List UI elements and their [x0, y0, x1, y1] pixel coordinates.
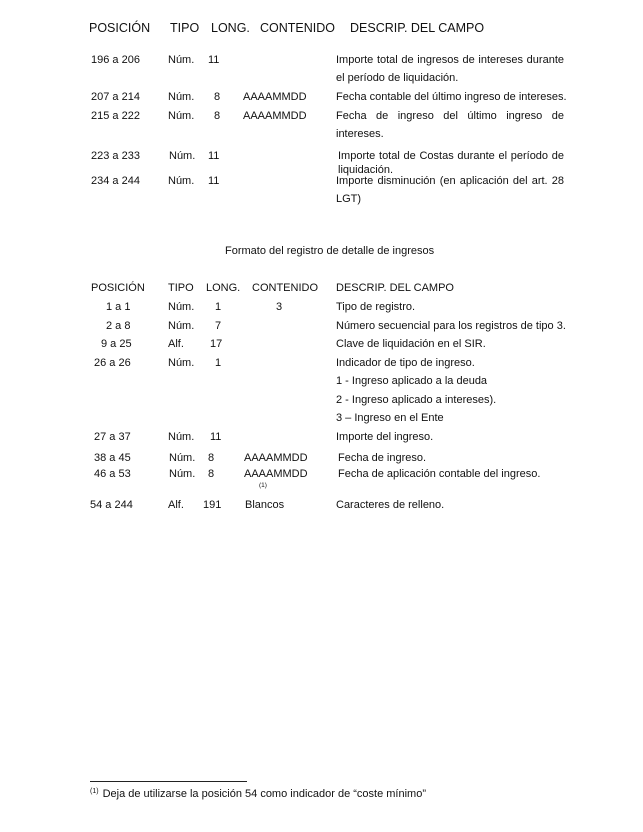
- cell-desc: Fecha contable del último ingreso de intereses.: [336, 91, 567, 103]
- cell-pos: 1 a 1: [106, 301, 131, 313]
- option-item: 2 - Ingreso aplicado a intereses).: [336, 394, 497, 406]
- cell-tipo: Núm.: [168, 175, 195, 187]
- header-contenido: CONTENIDO: [260, 21, 335, 35]
- cell-pos: 38 a 45: [94, 452, 131, 464]
- cell-tipo: Núm.: [169, 468, 196, 480]
- footnote: [90, 788, 426, 800]
- header-posicion: POSICIÓN: [91, 282, 145, 294]
- option-item: 3 – Ingreso en el Ente: [336, 412, 444, 424]
- footnote-divider: [90, 781, 247, 782]
- cell-long: 8: [214, 110, 221, 122]
- cell-long: 7: [215, 320, 222, 332]
- header-descrip: DESCRIP. DEL CAMPO: [336, 282, 454, 294]
- footnote-marker: (1): [90, 788, 99, 795]
- section-title: Formato del registro de detalle de ingresos: [225, 245, 435, 257]
- header-long: LONG.: [211, 21, 250, 35]
- cell-tipo: Alf.: [168, 338, 184, 350]
- cell-contenido: AAAAMMDD: [243, 91, 307, 103]
- cell-tipo: Núm.: [168, 91, 195, 103]
- header-long: LONG.: [206, 282, 241, 294]
- header-posicion: POSICIÓN: [89, 21, 151, 35]
- cell-desc: Número secuencial para los registros de tipo 3.: [336, 320, 566, 332]
- cell-desc: Importe total de ingresos de intereses durante el período de liquidación.: [336, 54, 564, 84]
- cell-desc: Fecha de aplicación contable del ingreso.: [338, 468, 541, 480]
- cell-long: 1: [215, 357, 222, 369]
- header-contenido: CONTENIDO: [252, 282, 318, 294]
- cell-pos: 2 a 8: [106, 320, 131, 332]
- cell-contenido: AAAAMMDD: [243, 110, 307, 122]
- cell-pos: 215 a 222: [91, 110, 140, 122]
- cell-desc: Tipo de registro.: [336, 301, 416, 313]
- cell-desc: Importe disminución (en aplicación del art. 28 LGT): [336, 175, 564, 205]
- cell-desc: Indicador de tipo de ingreso.: [336, 357, 475, 369]
- cell-desc: Fecha de ingreso del último ingreso de intereses.: [336, 110, 564, 140]
- cell-contenido: 3: [276, 301, 283, 313]
- cell-pos: 26 a 26: [94, 357, 131, 369]
- cell-contenido: AAAAMMDD: [244, 468, 308, 480]
- cell-long: 8: [214, 91, 221, 103]
- cell-pos: 196 a 206: [91, 54, 140, 66]
- cell-long: 17: [210, 338, 223, 350]
- option-item: 1 - Ingreso aplicado a la deuda: [336, 375, 488, 387]
- cell-pos: 223 a 233: [91, 150, 140, 162]
- cell-pos: 46 a 53: [94, 468, 131, 480]
- cell-long: 11: [210, 431, 222, 443]
- cell-pos: 54 a 244: [90, 499, 133, 511]
- cell-long: 8: [208, 468, 215, 480]
- cell-pos: 27 a 37: [94, 431, 131, 443]
- cell-tipo: Núm.: [168, 320, 195, 332]
- cell-tipo: Núm.: [168, 110, 195, 122]
- cell-desc: Importe del ingreso.: [336, 431, 434, 443]
- cell-tipo: Núm.: [168, 431, 195, 443]
- cell-tipo: Núm.: [168, 54, 195, 66]
- cell-long: 11: [208, 54, 220, 66]
- cell-tipo: Núm.: [168, 357, 195, 369]
- cell-long: 11: [208, 150, 220, 162]
- cell-tipo: Núm.: [169, 150, 196, 162]
- cell-long: 191: [203, 499, 222, 511]
- cell-long: 1: [215, 301, 222, 313]
- cell-desc: Fecha de ingreso.: [338, 452, 427, 464]
- cell-contenido: AAAAMMDD: [244, 452, 308, 464]
- cell-desc: Caracteres de relleno.: [336, 499, 445, 511]
- cell-tipo: Núm.: [169, 452, 196, 464]
- cell-long: 8: [208, 452, 215, 464]
- header-tipo: TIPO: [170, 21, 200, 35]
- footnote-text: Deja de utilizarse la posición 54 como indicador de “coste mínimo”: [102, 788, 426, 800]
- header-tipo: TIPO: [168, 282, 194, 294]
- cell-desc: Importe total de Costas durante el período de liquidación.: [338, 150, 564, 176]
- cell-long: 11: [208, 175, 220, 187]
- cell-pos: 9 a 25: [101, 338, 132, 350]
- cell-contenido: Blancos: [245, 499, 285, 511]
- cell-tipo: Alf.: [168, 499, 184, 511]
- cell-pos: 234 a 244: [91, 175, 140, 187]
- footnote-ref: (1): [259, 482, 267, 489]
- cell-desc: Clave de liquidación en el SIR.: [336, 338, 486, 350]
- cell-pos: 207 a 214: [91, 91, 140, 103]
- cell-tipo: Núm.: [168, 301, 195, 313]
- header-descrip: DESCRIP. DEL CAMPO: [350, 21, 485, 35]
